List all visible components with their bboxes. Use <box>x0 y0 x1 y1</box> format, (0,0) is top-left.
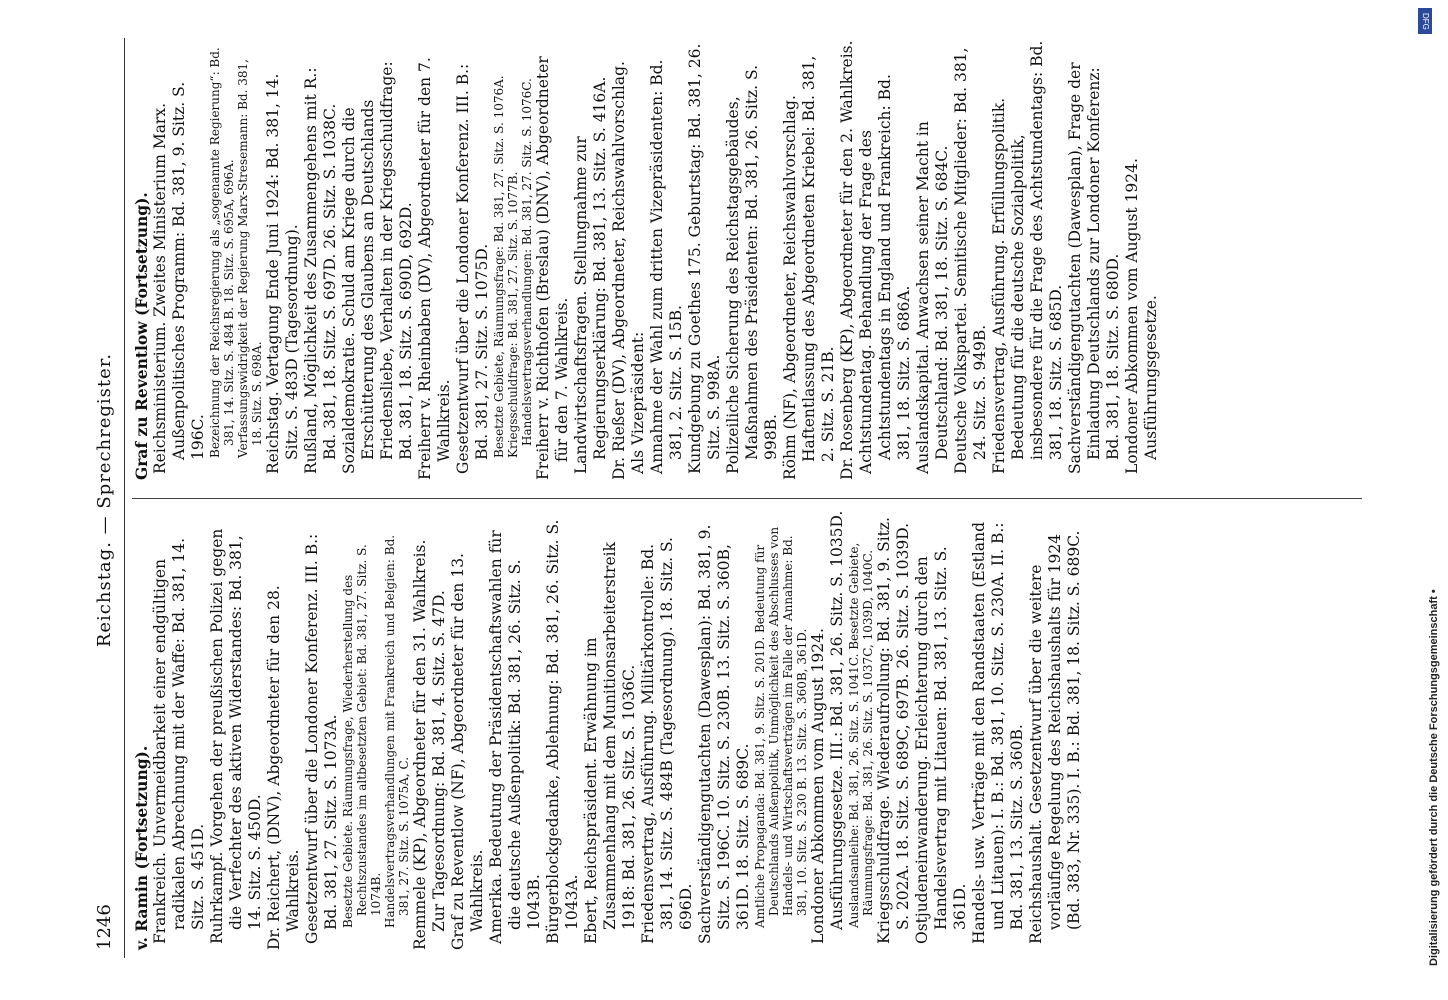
index-subentry: Deutsche Volkspartei. Semitische Mitglieder: Bd. 381, 24. Sitz. S. 949B. <box>952 47 989 474</box>
index-subentry: Ostjudeneinwanderung. Erleichterung durch den Handelsvertrag mit Litauen: Bd. 381, 13. Sitz. S. 361D. <box>913 546 969 944</box>
index-entry: Dr. Reichert, (DNV), Abgeordneter für den 28. Wahlkreis. <box>265 585 302 950</box>
left-column <box>132 510 1084 950</box>
index-subentry: Londoner Abkommen vom August 1924. Ausführungsgesetze. III.: Bd. 381, 26. Sitz. S. 1035D. <box>809 510 846 944</box>
index-subentry: Frankreich. Unvermeidbarkeit einer endgültigen radikalen Abrechnung mit der Waffe: Bd. 381, 14. Sitz. S. 451D. <box>151 537 207 944</box>
index-entry: Freiherr v. Rheinbaben (DV), Abgeordneter für den 7. Wahlkreis. <box>416 57 453 480</box>
right-column <box>132 40 1161 480</box>
index-subentry: Gesetzentwurf über die Londoner Konferenz. III. B.: Bd. 381, 27. Sitz. S. 1073A. <box>303 533 340 944</box>
dfg-logo-icon: DFG <box>1418 8 1432 34</box>
sub-reference: Kriegsschuldfrage: Bd. 381, 27. Sitz. S. 1077B. Handelsvertragsverhandlungen: Bd. 381, 27. Sitz. S. 1076C. <box>506 78 534 458</box>
page-number: 1246 <box>94 904 115 950</box>
index-subentry: Sozialdemokratie. Schuld am Kriege durch die Erschütterung des Glaubens an Deutschlands Friedensliebe, Verhalten in der Kriegsschuldfrage: Bd. 381, 18. Sitz. S. 690D, 692D. <box>340 61 415 474</box>
sub-reference: Auslandsanleihe: Bd. 381, 26. Sitz. S. 1041C. Besetzte Gebiete, Räumungsfrage: Bd. 381, 26. Sitz. S. 1037C, 1039D, 1040C. <box>847 542 875 928</box>
sub-reference: Verfassungswidrigkeit der Regierung Marx-Stresemann: Bd. 381, 18. Sitz. S. 698A. <box>236 59 264 458</box>
column-divider <box>132 498 1362 499</box>
index-subentry: Friedensvertrag, Ausführung. Erfüllungspolitik. Bedeutung für die deutsche Sozialpolitik, insbesondere für die Frage des Achtstundentags: Bd. 381, 18. Sitz. S. 685D. <box>990 40 1065 474</box>
header-rule <box>124 38 125 958</box>
index-subentry: Amerika. Bedeutung der Präsidentschaftswahlen für die deutsche Außenpolitik: Bd. 381, 26. Sitz. S. 1043B. <box>487 530 543 944</box>
index-subentry: Handels- usw. Verträge mit den Randstaaten (Estland und Litauen): I. B.: Bd. 381, 10. Sitz. S. 230A. II. B.: Bd. 381, 13. Sitz. S. 360B. <box>970 522 1026 944</box>
index-subentry: Achtstundentag. Behandlung der Frage des Achtstundentags in England und Frankreich: Bd. 381, 18. Sitz. S. 686A. <box>857 74 913 474</box>
index-subentry: Sachverständigengutachten (Dawesplan), Frage der Einladung Deutschlands zur Londoner Konferenz: Bd. 381, 18. Sitz. S. 680D. <box>1066 62 1122 474</box>
running-title: Reichstag. — Sprechregister. <box>94 352 115 648</box>
index-subentry: Friedensvertrag, Ausführung. Militärkontrolle: Bd. 381, 14. Sitz. S. 484B (Tagesordnung). 18. Sitz. S. 696D. <box>639 537 695 944</box>
sub-reference: Handelsvertragsverhandlungen mit Frankreich und Belgien: Bd. 381, 27. Sitz. S. 1075A, C. <box>383 534 411 928</box>
index-subentry: Auslandskapital. Anwachsen seiner Macht in Deutschland: Bd. 381, 18. Sitz. S. 684C. <box>914 121 951 474</box>
index-entry: Dr. Rießer (DV), Abgeordneter, Reichswahlvorschlag. <box>610 61 628 480</box>
index-entry: Remmele (KP), Abgeordneter für den 31. Wahlkreis. Zur Tagesordnung: Bd. 381, 4. Sitz. S. 47D. <box>411 539 448 950</box>
index-entry: Graf zu Reventlow (Fortsetzung). <box>132 192 151 480</box>
index-subentry: Kriegsschuldfrage. Wiederaufrollung: Bd. 381, 9. Sitz. S. 202A. 18. Sitz. S. 689C, 697B. 26. Sitz. S. 1039D. <box>875 517 912 944</box>
index-subentry: Reichshaushalt. Gesetzentwurf über die weitere vorläufige Regelung des Reichshaushalts für 1924 (Bd. 383, Nr. 335). I. B.: Bd. 381, 18. Sitz. S. 689C. <box>1027 530 1083 944</box>
index-entry: Graf zu Reventlow (NF), Abgeordneter für den 13. Wahlkreis. <box>449 553 486 950</box>
index-subentry: Landwirtschaftsfragen. Stellungnahme zur Regierungserklärung: Bd. 381, 13. Sitz. S. 416A. <box>572 76 609 474</box>
index-entry: Röhm (NF), Abgeordneter, Reichswahlvorschlag. Haftentlassung des Abgeordneten Kriebel: Bd. 381, 2. Sitz. S. 21B. <box>781 55 837 480</box>
index-entry: Freiherr v. Richthofen (Breslau) (DNV), Abgeordneter für den 7. Wahlkreis. <box>534 56 571 480</box>
index-subentry: Sachverständigengutachten (Dawesplan): Bd. 381, 9. Sitz. S. 196C. 10. Sitz. S. 230B. 13. Sitz. S. 360B, 361D. 18. Sitz. S. 689C. <box>696 524 752 944</box>
index-subentry: Annahme der Wahl zum dritten Vizepräsidenten: Bd. 381, 2. Sitz. S. 15B. <box>648 59 685 474</box>
sub-reference: Besetzte Gebiete, Räumungsfrage: Bd. 381, 27. Sitz. S. 1076A. <box>492 75 506 458</box>
index-entry: Dr. Rosenberg (KP), Abgeordneter für den 2. Wahlkreis. <box>838 40 856 480</box>
sub-reference: Bezeichnung der Reichsregierung als „sogenannte Regierung“: Bd. 381, 14. Sitz. S. 484 B. 18. Sitz. S. 695A, 696A. <box>208 47 236 458</box>
sub-reference: Amtliche Propaganda: Bd. 381, 9. Sitz. S. 201D. Bedeutung für Deutschlands Außenpolitik, Unmöglichkeit des Abschlusses von Handels- und Wirtschaftsverträgen im Falle der Annahme: Bd. 381, 10. Sitz. S. 230 B. 13. Sitz. S. 360B, 361D. <box>753 526 809 928</box>
index-subentry: Londoner Abkommen vom August 1924. Ausführungsgesetze. <box>1123 158 1160 474</box>
index-subentry: Reichstag. Vertagung Ende Juni 1924: Bd. 381, 14. Sitz. S. 483D (Tagesordnung). <box>264 73 301 474</box>
index-subentry: Kundgebung zu Goethes 175. Geburtstag: Bd. 381, 26. Sitz. S. 998A. <box>686 43 723 474</box>
index-subentry: Gesetzentwurf über die Londoner Konferenz. III. B.: Bd. 381, 27. Sitz. S. 1075D. <box>454 63 491 474</box>
index-subentry: Reichsministerium. Zweites Ministerium Marx. Außenpolitisches Programm: Bd. 381, 9. Sitz. S. 196C. <box>151 81 207 474</box>
dfg-credit-text: Digitalisierung gefördert durch die Deutsche Forschungsgemeinschaft • <box>1428 589 1440 966</box>
rotated-page <box>90 20 1390 980</box>
index-subentry: Ruhrkampf. Vorgehen der preußischen Polizei gegen die Verfechter des aktiven Widerstandes: Bd. 381, 14. Sitz. S. 450D. <box>208 528 264 944</box>
index-subentry: Rußland, Möglichkeit des Zusammengehens mit R.: Bd. 381, 18. Sitz. S. 697D. 26. Sitz. S. 1038C. <box>302 67 339 474</box>
index-subentry: Polizeiliche Sicherung des Reichstagsgebäudes, Maßnahmen des Präsidenten: Bd. 381, 26. Sitz. S. 998B. <box>724 64 780 474</box>
index-entry: v. Ramin (Fortsetzung). <box>132 745 151 950</box>
index-subentry: Als Vizepräsident: <box>629 331 647 474</box>
index-subentry: Ebert, Reichspräsident. Erwähnung im Zusammenhang mit dem Munitionsarbeiterstreik 1918: Bd. 381, 26. Sitz. S. 1036C. <box>582 542 638 944</box>
index-subentry: Bürgerblockgedanke, Ablehnung: Bd. 381, 26. Sitz. S. 1043A. <box>544 519 581 944</box>
sub-reference: Besetzte Gebiete. Räumungsfrage, Wiederherstellung des Rechtszustandes im altbesetzten Gebiet: Bd. 381, 27. Sitz. S. 1074B. <box>341 544 383 928</box>
digitization-sidebar <box>1414 6 1440 994</box>
